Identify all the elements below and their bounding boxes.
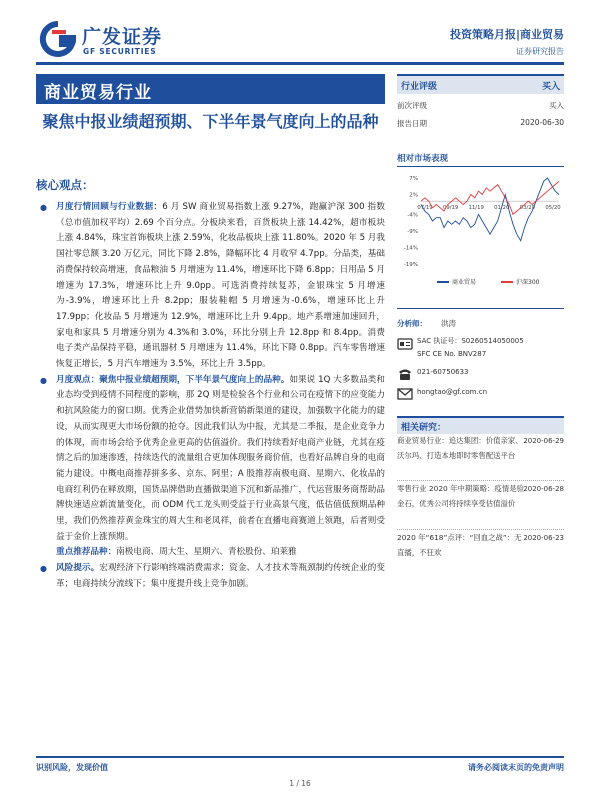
related-item-date: 2020-06-23 [523,534,564,542]
industry-banner [36,74,385,104]
relative-performance-chart [397,172,564,300]
phone-icon [397,366,413,382]
logo-text-cn: 广发证券 [82,26,163,48]
analyst-sac: SAC 执证号：S0260514050005 [417,337,524,345]
series-line-hs300 [421,181,559,214]
paragraph-monthly-view [36,373,385,546]
chart-title: 相对市场表现 [397,154,449,164]
analyst-sfc: SFC CE No. BNV287 [417,350,487,358]
paragraph-market-review [36,200,385,373]
report-date-label: 报告日期 [397,119,427,128]
related-item-title: 2020 年“618”点评：“回血之战”：无直播，不狂欢 [397,533,522,557]
y-tick-label: 2% [409,192,418,199]
x-tick-label: 11/19 [468,205,484,212]
paragraph-text: 6 月 SW 商业贸易指数上涨 9.27%，跑赢沪深 300 指数（总市值加权平均）2.69 个百分点。分板块来看，百货板块上涨 14.42%，超市板块上涨 4.84%，珠宝首饰板块上涨 2.59%，化妆品板块上涨 11.80%。2020 年 5 月我国社零总额 3.20 万亿元，同比下降 2.8%，降幅环比 4 月收窄 4.7pp。分品类，基础消费保持较高增速，食品粮油 5 月增速为 11.4%，增速环比下降 6.8pp；日用品 5 月增速为 17.3%，增速环比上升 9.0pp。可选消费持续复苏，金银珠宝 5 月增速为-3.9%，增速环比上升 8.2pp；服装鞋帽 5 月增速为-0.6%，增速环比上升 17.9pp；化妆品 5 月增速为 12.9%，增速环比上升 9.4pp。地产系增速加速回升，家电和家具 5 月增速分别为 4.3%和 3.0%，环比分别上升 12.8pp 和 8.4pp。消费电子类产品保持平稳，通讯器材 5 月增速为 11.4%，环比下降 0.8pp。汽车零售增速恢复正增长，5 月汽车增速为 3.5%，环比上升 3.5pp。 [56,202,385,370]
footer-disclaimer: 请务必阅读末页的免责声明 [468,763,564,772]
report-subtitle: 证券研究报告 [516,47,564,56]
logo-text-en: GF SECURITIES [83,47,157,56]
related-item[interactable] [397,482,564,511]
previous-rating-row [397,100,564,114]
report-date-value: 2020-06-30 [520,118,564,127]
core-view-heading: 核心观点： [36,178,94,192]
analyst-label: 分析师： [397,319,427,328]
page-header [0,0,600,75]
y-tick-label: 7% [409,176,418,182]
bullet-icon: ● [40,375,47,385]
footer-slogan: 识别风险，发现价值 [36,763,108,772]
core-view-body [36,200,385,593]
x-tick-label: 01/20 [494,205,510,212]
analyst-divider [397,308,564,309]
paragraph-heading: 月度观点：聚焦中报业绩超预期，下半年景气度向上的品种。 [56,374,290,385]
x-tick-label: 09/19 [442,205,459,212]
paragraph-heading: 重点推荐品种： [56,547,117,558]
legend-label: 商业贸易 [452,279,477,286]
analyst-phone: 021-60750633 [417,368,469,376]
y-tick-label: -9% [407,228,418,235]
y-tick-label: -19% [403,262,418,268]
x-tick-label: 07/19 [417,205,433,212]
paragraph-text: 如果说 1Q 大多数品类和业态均受到疫情不同程度的影响，那 2Q 则是检验各个行业和公司在疫情下的应变能力和抗风险能力的窗口期。优秀企业借势加快新营销新渠道的建设，加强数字化能力的建设，从而实现更大市场份额的抢夺。因此我们认为中报，尤其是二季报，是企业竞争力的体现，而市场会给予优秀企业更高的估值溢价。我们持续看好电商产业链，尤其在疫情之后的加速渗透，持续迭代的流量组合更加体现服务商价值，也看好品牌自身的电商能力建设。中概电商推荐拼多多、京东、阿里；A 股推荐南极电商、星期六、化妆品的电商红利仍在释放期，国货品牌借助直播做渠道下沉和新品推广，代运营服务商帮助品牌快速适应新流量变化，而 ODM 代工龙头则受益于行业高景气度，低估值低预期品种里，我们仍然推荐黄金珠宝的周大生和老凤祥，前者在直播电商赛道上领跑，后者则受益于金价上涨预期。 [56,374,385,542]
related-item[interactable] [397,434,564,463]
paragraph-recommendations [36,545,385,561]
rating-label: 行业评级 [401,82,438,92]
report-title: 聚焦中报业绩超预期、下半年景气度向上的品种 [42,112,379,131]
report-date-row [397,118,564,132]
paragraph-text: 宏观经济下行影响终端消费需求；资金、人才技术等瓶颈制约传统企业的变革；电商持续分流线下；集中度提升线上竞争加剧。 [56,563,385,589]
y-tick-label: -4% [407,212,418,219]
analyst-name: 洪涛 [441,319,456,328]
rating-header [397,74,564,94]
id-card-icon [397,336,413,352]
related-item-date: 2020-06-29 [523,437,564,445]
analyst-email[interactable]: hongtao@gf.com.cn [417,388,487,396]
previous-rating-label: 前次评级 [397,101,427,110]
rating-value: 买入 [541,82,560,92]
email-icon [397,386,413,402]
legend-label: 沪深300 [516,279,540,286]
gf-logo [38,20,168,60]
paragraph-heading: 月度行情回顾与行业数据： [56,202,163,212]
paragraph-risk [36,561,385,592]
header-divider [36,62,564,65]
report-type: 投资策略月报|商业贸易 [449,28,564,41]
related-item-date: 2020-06-28 [523,485,564,493]
page-number: 1 / 16 [289,779,311,788]
related-research-header [397,416,564,434]
y-tick-label: -14% [403,245,418,252]
footer-divider [36,756,564,758]
related-item[interactable] [397,531,564,560]
gf-logo-icon [38,20,78,58]
chart-divider [397,166,564,167]
bullet-icon: ● [40,203,47,212]
paragraph-heading: 风险提示。 [56,563,100,574]
related-item-title: 零售行业 2020 年中期策略：疫情是验金石，优秀公司将持续享受估值溢价 [397,484,524,508]
previous-rating-value: 买入 [549,101,564,110]
industry-name: 商业贸易行业 [44,83,152,103]
related-item-title: 商业贸易行业：追达集团：价值亲家、沃尔玛、打造本地即时零售配送平台 [397,436,523,460]
paragraph-text: 南极电商、周大生、星期六、青松股份、珀莱雅 [116,547,297,558]
related-separator [397,480,564,481]
x-tick-label: 05/20 [545,205,561,212]
x-tick-label: 03/20 [519,205,536,212]
related-separator [397,529,564,530]
related-research-label: 相关研究： [401,423,447,433]
bullet-icon: ● [40,564,47,574]
